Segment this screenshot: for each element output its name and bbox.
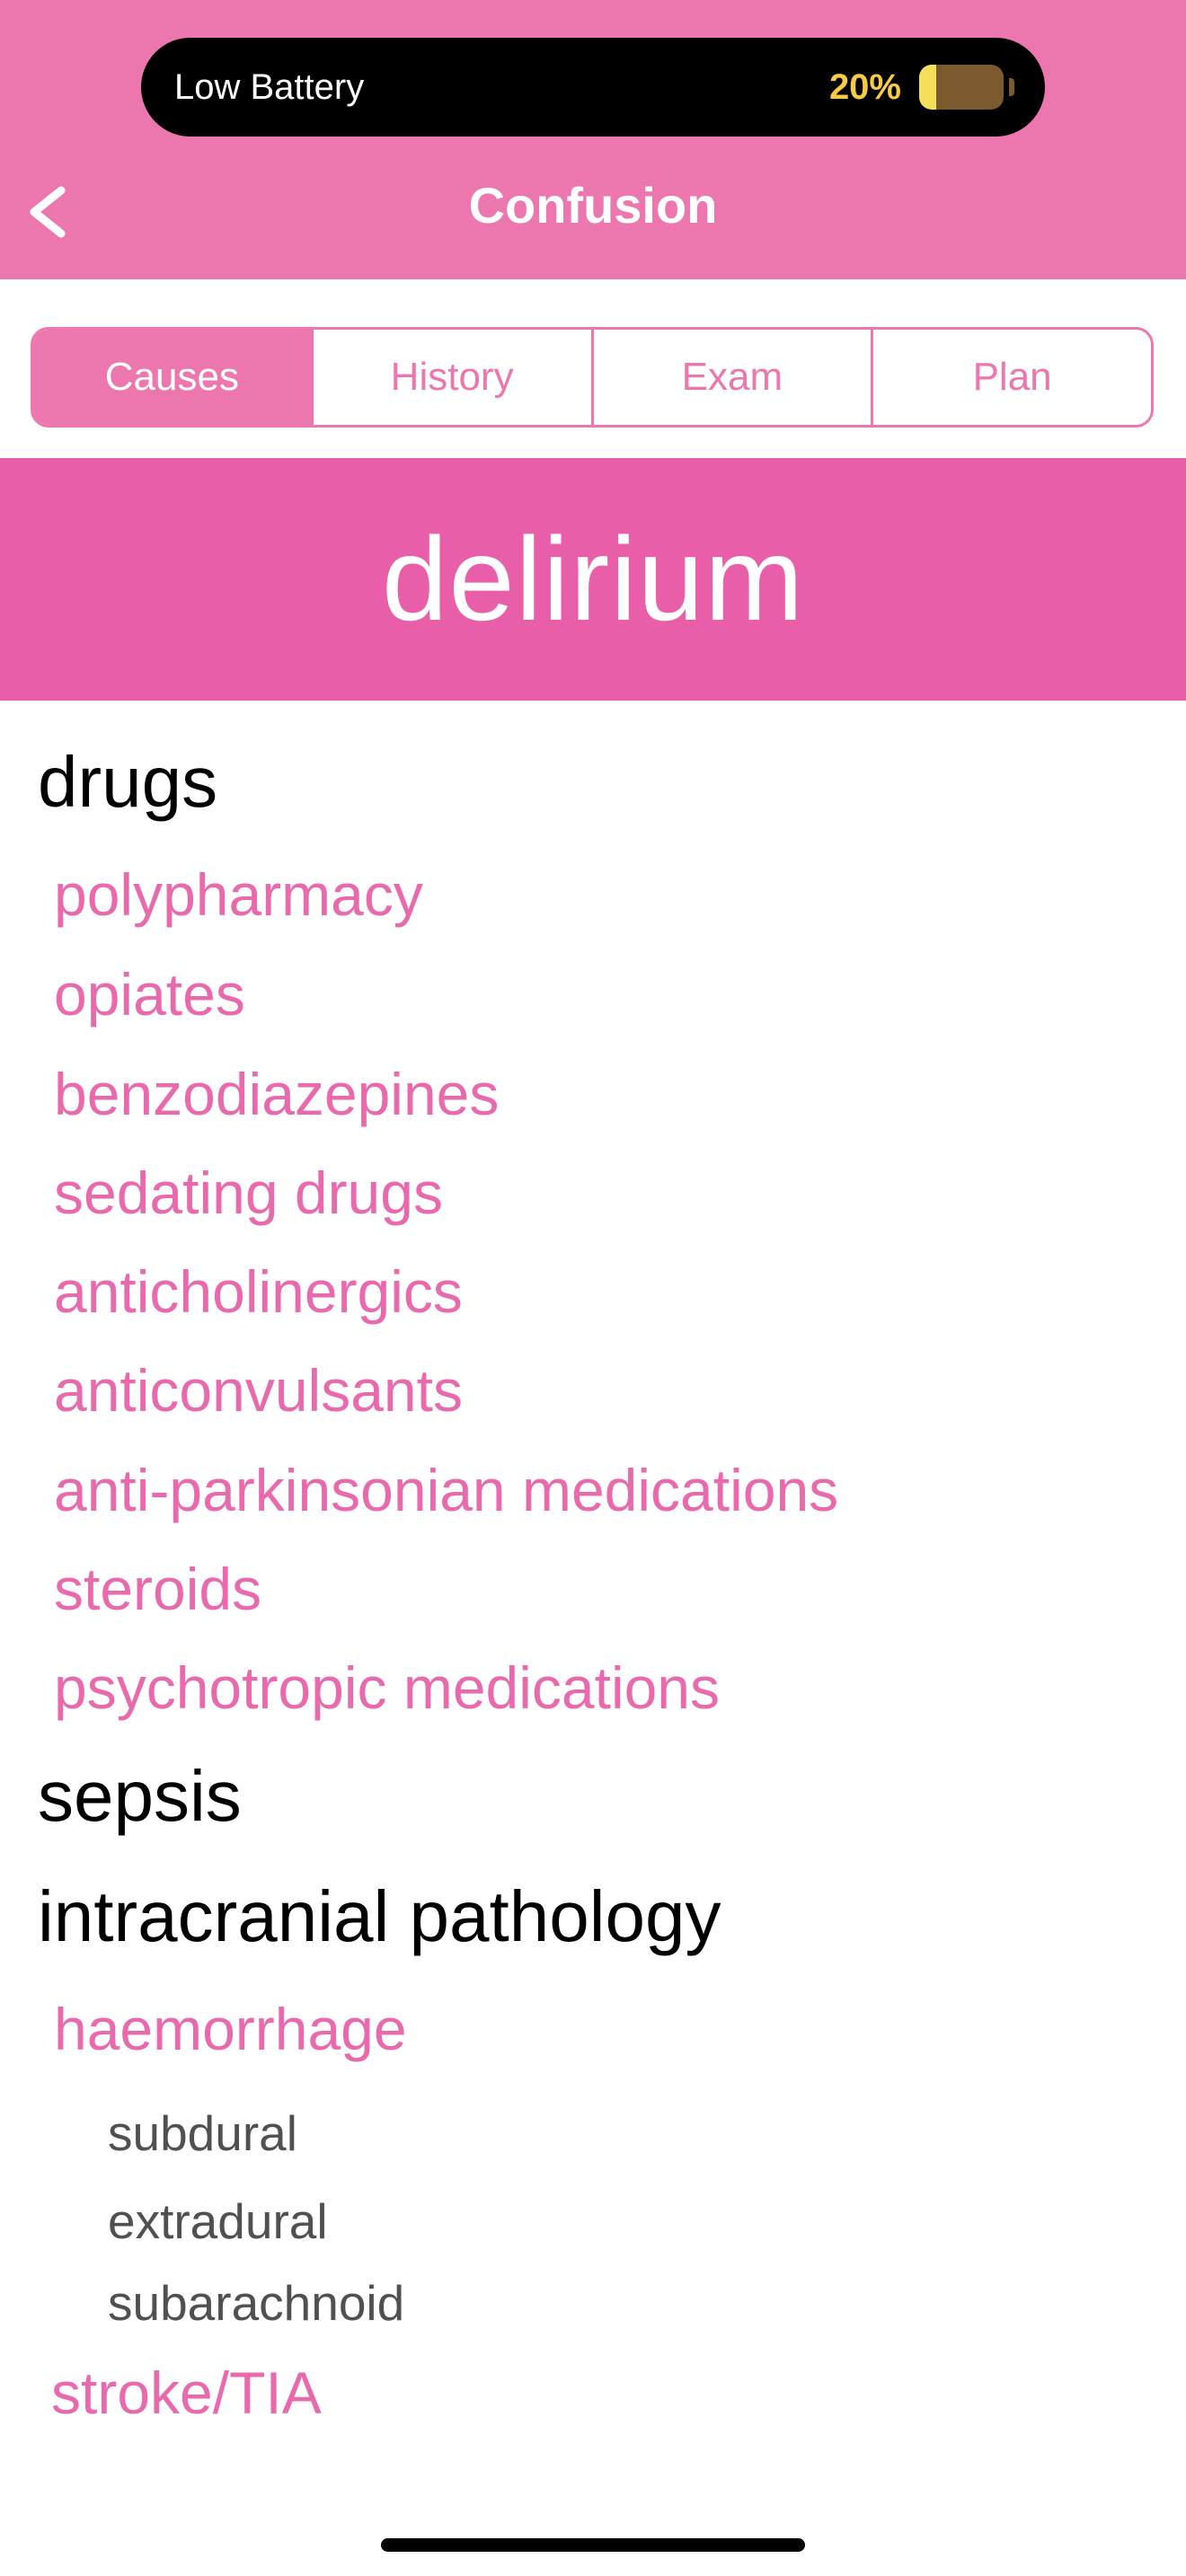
battery-icon — [919, 65, 1004, 110]
sub-item: extradural — [108, 2193, 328, 2249]
cause-link[interactable]: anti-parkinsonian medications — [54, 1457, 839, 1523]
heading-sepsis: sepsis — [38, 1756, 242, 1836]
cause-link[interactable]: opiates — [54, 961, 245, 1028]
cause-link[interactable]: psychotropic medications — [54, 1654, 721, 1721]
home-indicator[interactable] — [381, 2538, 805, 2552]
heading-drugs: drugs — [38, 742, 218, 822]
battery-cap — [1009, 78, 1014, 96]
page-title: Confusion — [468, 177, 718, 234]
cause-link[interactable]: polypharmacy — [54, 861, 423, 928]
battery-fill — [919, 65, 936, 110]
cause-link[interactable]: anticonvulsants — [54, 1357, 463, 1424]
heading-intracranial-pathology: intracranial pathology — [38, 1876, 721, 1956]
tab-plan[interactable]: Plan — [871, 330, 1151, 425]
sub-item: subarachnoid — [108, 2275, 405, 2331]
battery-percent: 20% — [828, 67, 901, 107]
cause-link[interactable]: steroids — [54, 1556, 262, 1622]
tab-causes[interactable]: Causes — [33, 330, 311, 425]
topic-banner — [0, 458, 1186, 701]
tab-history[interactable]: History — [311, 330, 591, 425]
cause-link-haemorrhage[interactable]: haemorrhage — [54, 1996, 407, 2062]
cause-link[interactable]: anticholinergics — [54, 1258, 463, 1325]
banner-title: delirium — [381, 513, 805, 645]
section-tabs — [31, 327, 1154, 428]
sub-item: subdural — [108, 2105, 297, 2161]
tab-exam[interactable]: Exam — [591, 330, 872, 425]
low-battery-label: Low Battery — [174, 67, 365, 107]
cause-link-stroke[interactable]: stroke/TIA — [51, 2360, 322, 2426]
cause-link[interactable]: benzodiazepines — [54, 1061, 500, 1127]
cause-link[interactable]: sedating drugs — [54, 1160, 443, 1226]
nav-header — [0, 0, 1186, 279]
dynamic-island — [141, 38, 1045, 137]
